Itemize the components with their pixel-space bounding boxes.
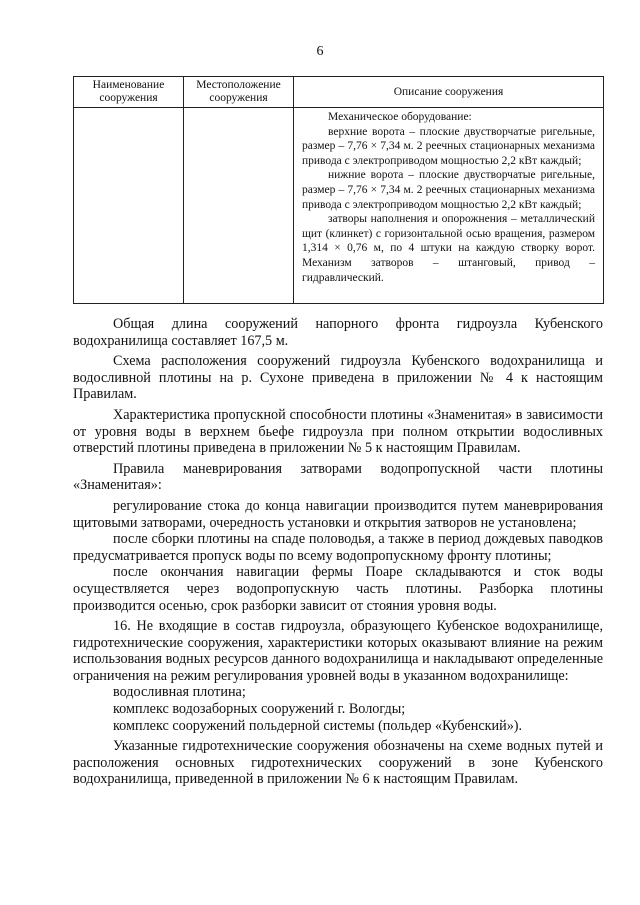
- header-structure-location: Местоположение сооружения: [184, 77, 294, 108]
- cell-structure-name: [74, 108, 184, 304]
- cell-structure-description: [294, 108, 604, 304]
- list-item: водосливная плотина;: [113, 684, 246, 701]
- paragraph: Характеристика пропускной способности плотины «Знаменитая» в зависимости от уровня воды в верхнем бьефе гидроузла при полном открытии водосливных отверстий плотины приведена в приложении № 5 к настоящим Правилам.: [73, 406, 603, 457]
- header-structure-description: Описание сооружения: [294, 77, 604, 108]
- header-structure-name: Наименование сооружения: [74, 77, 184, 108]
- table-header-row: [74, 77, 604, 108]
- description-line: затворы наполнения и опорожнения – металлический щит (клинкет) с горизонтальной осью вращения, размером 1,314 × 0,76 м, по 4 штуки на каждую створку ворот. Механизм затворов – штанговый, привод – гидравлический.: [302, 213, 595, 284]
- paragraph: после окончания навигации фермы Поаре складываются и сток воды осуществляется через водопропускную часть плотины. Разборка плотины производится осенью, срок разборки зависит от стояния уровня воды.: [73, 564, 603, 614]
- paragraph: Указанные гидротехнические сооружения обозначены на схеме водных путей и расположения основных гидротехнических сооружений в зоне Кубенского водохранилища, приведенной в приложении № 6 к настоящим Правилам.: [73, 738, 603, 788]
- cell-structure-location: [184, 108, 294, 304]
- paragraph: 16. Не входящие в состав гидроузла, образующего Кубенское водохранилище, гидротехнические сооружения, характеристики которых оказывают влияние на режим использования водных ресурсов данного водохранилища и накладывают определенные ограничения на режим регулирования уровней воды в указанном водохранилище:: [73, 618, 603, 684]
- description-line: верхние ворота – плоские двустворчатые ригельные, размер – 7,76 × 7,34 м. 2 реечных стационарных механизма привода с электроприводом мощностью 2,2 кВт каждый;: [302, 125, 595, 167]
- paragraph: регулирование стока до конца навигации производится путем маневрирования щитовыми затворами, очередность установки и открытия затворов не установлена;: [73, 497, 603, 531]
- paragraph: Общая длина сооружений напорного фронта гидроузла Кубенского водохранилища составляет 167,5 м.: [73, 316, 603, 349]
- document-body: [73, 316, 603, 792]
- description-line: нижние ворота – плоские двустворчатые ригельные, размер – 7,76 × 7,34 м. 2 реечных стационарных механизма привода с электроприводом мощностью 2,2 кВт каждый;: [302, 169, 595, 211]
- structures-table: [73, 76, 604, 304]
- list-item: комплекс водозаборных сооружений г. Вологды;: [113, 701, 406, 718]
- table-row: [74, 108, 604, 304]
- page-number: 6: [316, 44, 324, 59]
- paragraph: Правила маневрирования затворами водопропускной части плотины «Знаменитая»:: [73, 460, 603, 494]
- paragraph: после сборки плотины на спаде половодья, а также в период дождевых паводков предусматривается пропуск воды по всему водопропускному фронту плотины;: [73, 531, 603, 564]
- list-item: комплекс сооружений польдерной системы (польдер «Кубенский»).: [113, 717, 523, 734]
- description-line: Механическое оборудование:: [328, 111, 472, 123]
- paragraph: Схема расположения сооружений гидроузла Кубенского водохранилища и водосливной плотины на р. Сухоне приведена в приложении № 4 к настоящим Правилам.: [73, 353, 603, 403]
